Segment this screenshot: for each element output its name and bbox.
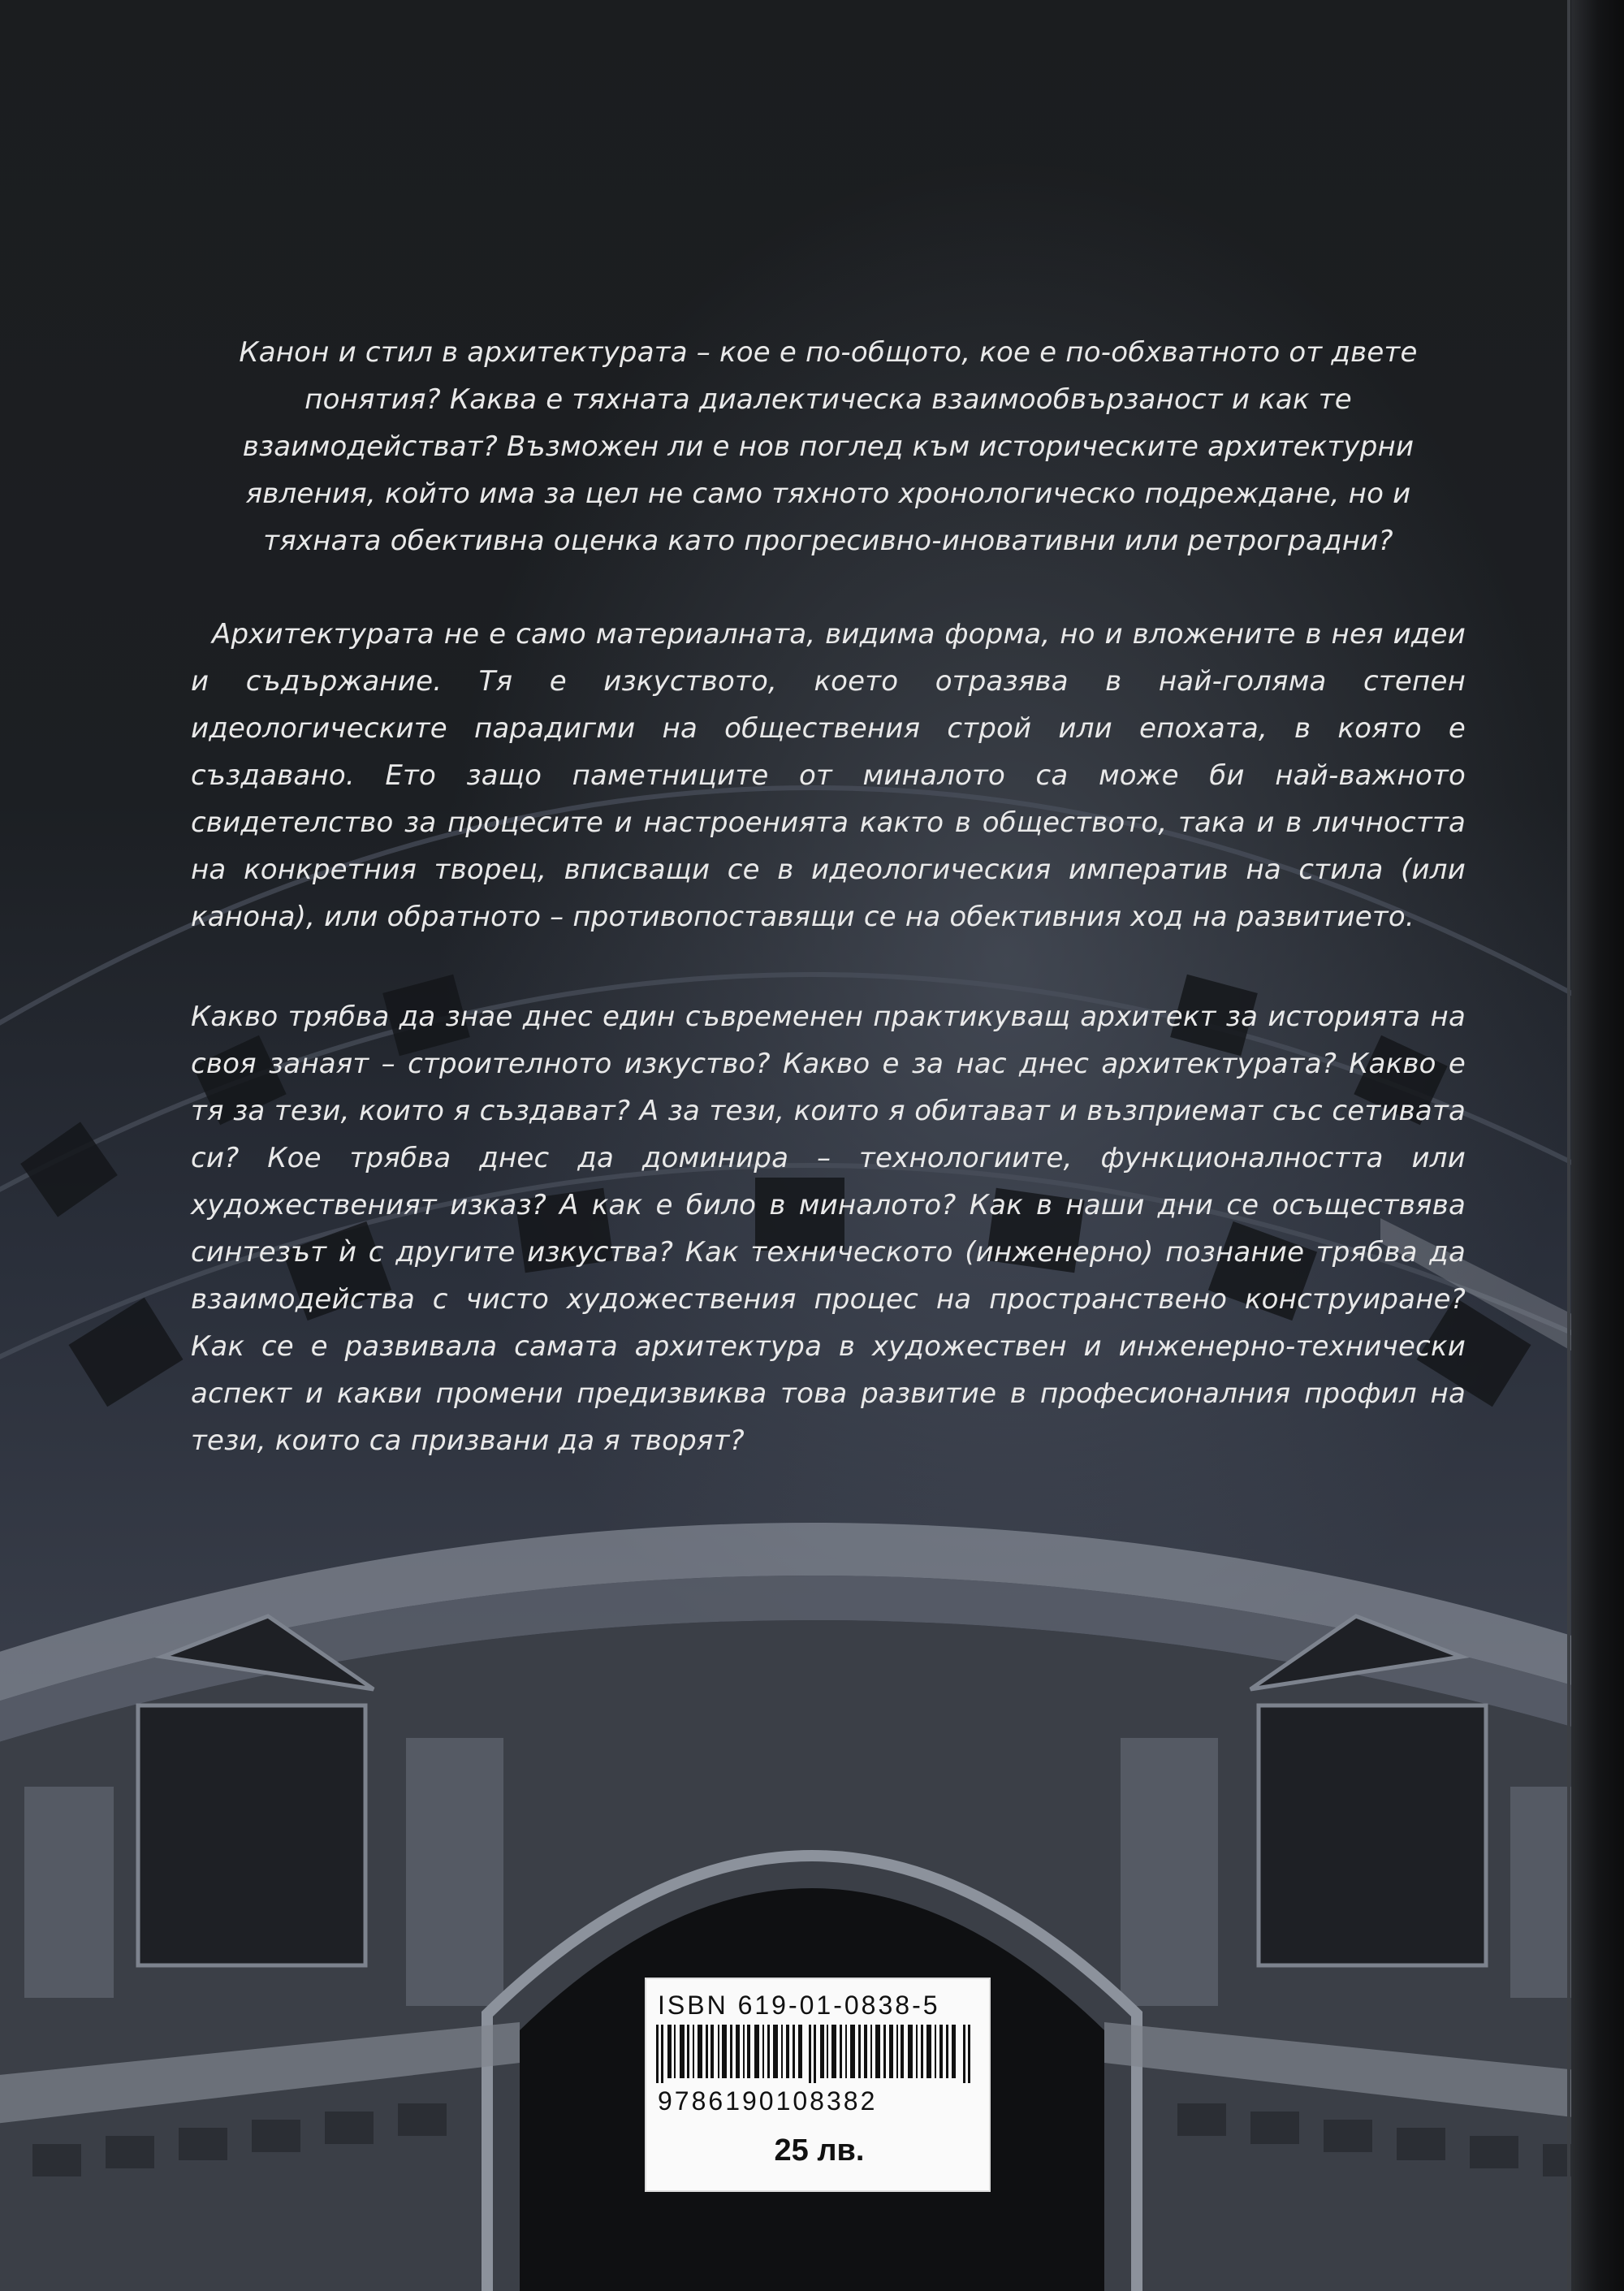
blurb-paragraph-1: Канон и стил в архитектурата – кое е по-общото, кое е по-обхватното от двете понятия? Каква е тяхната диалектическа взаимообвързаност и как те взаимодействат? Възможен ли е нов поглед към историческите архитектурни явления, който има за цел не само тяхното хронологическо подреждане, но и тяхната обективна оценка като прогресивно-иновативни или ретроградни?	[239, 336, 1418, 557]
blurb-paragraph-2: Архитектурата не е само материалната, видима форма, но и вложените в нея идеи и съдържание. Тя е изкуството, което отразява в най-голяма степен идеологическите парадигми на обществения строй или епохата, в която е създавано. Ето защо паметниците от миналото са може би най-важното свидетелство за процесите и настроенията както в обществото, така и в личността на конкретния творец, вписващи се в идеологическия императив на стила (или канона), или обратното – противопоставящи се на обективния ход на развитието.	[191, 618, 1466, 933]
price-label: 25 лв.	[774, 2133, 865, 2168]
barcode-icon	[656, 2025, 981, 2083]
barcode-label	[645, 1978, 991, 2192]
ean-number: 9786190108382	[658, 2086, 878, 2116]
isbn-number: ISBN 619-01-0838-5	[658, 1991, 940, 2020]
blurb-paragraph-3: Какво трябва да знае днес един съвременен практикуващ архитект за историята на своя занаят – строителното изкуство? Какво е за нас днес архитектурата? Какво е тя за тези, които я създават? А за тези, които я обитават и възприемат със сетивата си? Кое трябва днес да доминира – технологиите, функционалността или художественият изказ? А как е било в миналото? Как в наши дни се осъществява синтезът ѝ с другите изкуства? Как техническото (инженерно) познание трябва да взаимодейства с чисто художествения процес на пространствено конструиране? Как се е развивала самата архитектура в художествен и инженерно-технически аспект и какви промени предизвиква това развитие в професионалния профил на тези, които са призвани да я творят?	[191, 1001, 1466, 1457]
